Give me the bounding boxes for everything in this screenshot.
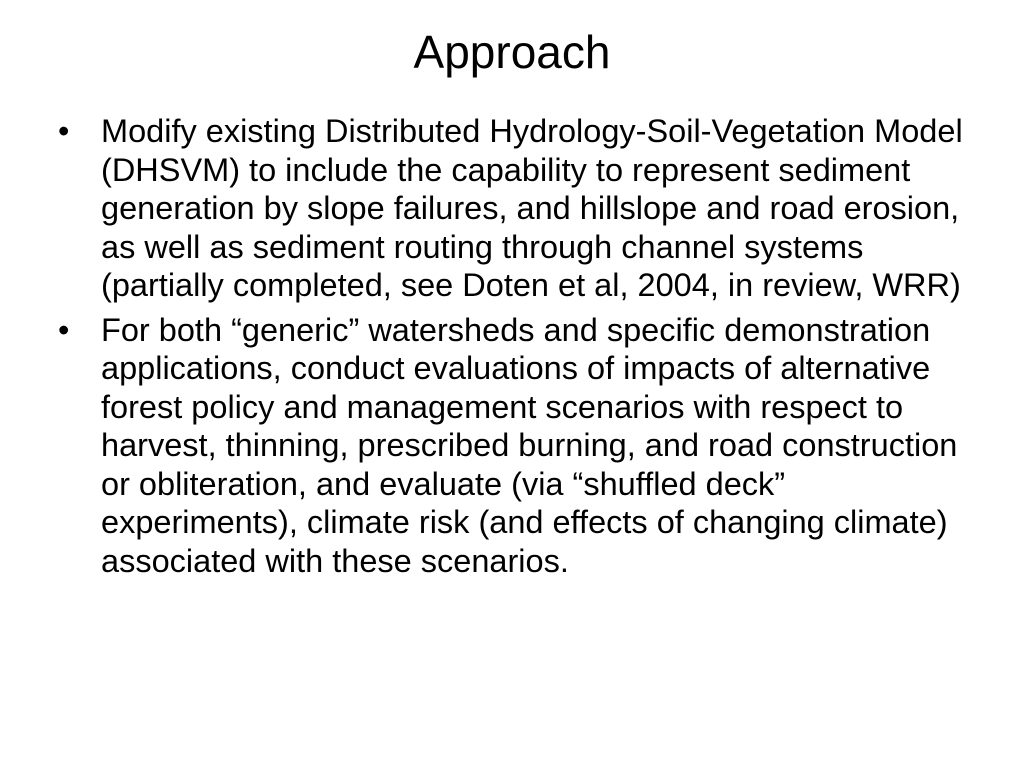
bullet-item-scenario-evaluations [58,311,970,581]
bullet-item-dhsvm-modification [58,112,970,305]
bullet-point-icon: • [58,311,70,348]
slide-title: Approach [413,26,611,78]
bullet-list [58,112,970,586]
bullet-point-icon: • [58,113,70,149]
bullet-text: Modify existing Distributed Hydrology-Soil-Vegetation Model (DHSVM) to include the capability to represent sediment generation by slope failures, and hillslope and road erosion, as well as sediment routing through channel systems (partially completed, see Doten et al, 2004, in review, WRR) [101,113,963,303]
bullet-text: For both “generic” watersheds and specific demonstration applications, conduct evaluations of impacts of alternative forest policy and management scenarios with respect to harvest, thinning, prescribed burning, and road construction or obliteration, and evaluate (via “shuffled deck” experiments), climate risk (and effects of changing climate) associated with these scenarios. [101,311,958,579]
